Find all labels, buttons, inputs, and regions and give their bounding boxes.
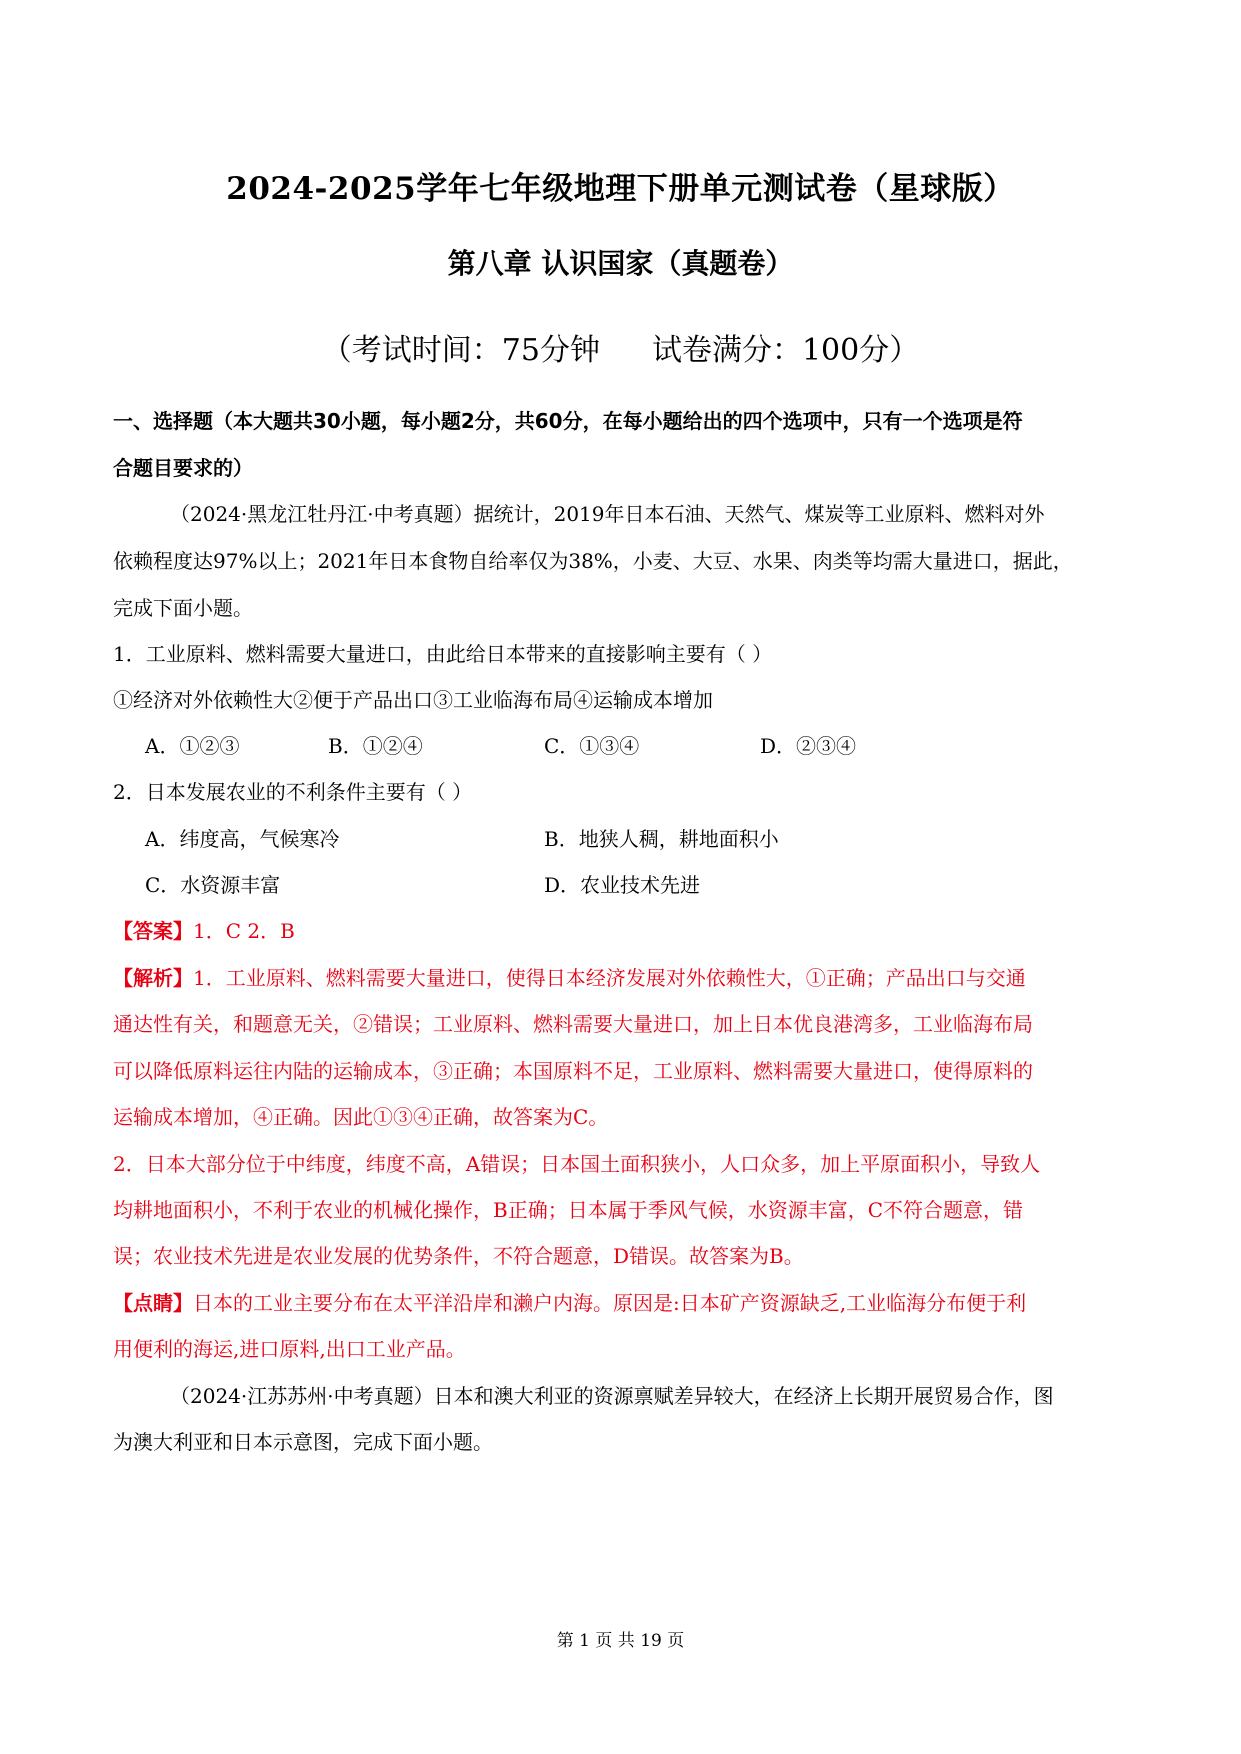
question1-option-d: D．②③④ bbox=[760, 734, 857, 758]
question2-option-b: B．地狭人稠，耕地面积小 bbox=[544, 827, 779, 851]
question2-option-c: C．水资源丰富 bbox=[145, 873, 281, 897]
analysis-line2: 通达性有关，和题意无关，②错误；工业原料、燃料需要大量进口，加上日本优良港湾多，工业临海布局 bbox=[113, 1012, 1033, 1036]
comment-label: 【点睛】 bbox=[113, 1291, 193, 1315]
comment-line2: 用便利的海运,进口原料,出口工业产品。 bbox=[113, 1337, 466, 1361]
question1-option-c: C．①③④ bbox=[544, 734, 640, 758]
passage1-line3: 完成下面小题。 bbox=[113, 596, 253, 620]
question1-stem: 1．工业原料、燃料需要大量进口，由此给日本带来的直接影响主要有（ ） bbox=[113, 642, 773, 666]
exam-info bbox=[0, 325, 1241, 369]
analysis-line5: 2．日本大部分位于中纬度，纬度不高，A错误；日本国土面积狭小，人口众多，加上平原面积小，导致人 bbox=[113, 1152, 1041, 1176]
analysis-line4: 运输成本增加，④正确。因此①③④正确，故答案为C。 bbox=[113, 1105, 609, 1129]
question2-stem: 2．日本发展农业的不利条件主要有（ ） bbox=[113, 780, 473, 804]
full-score: 试卷满分：100分） bbox=[651, 333, 920, 368]
page-title: 2024-2025学年七年级地理下册单元测试卷（星球版） bbox=[226, 171, 1015, 207]
question1-option-a: A．①②③ bbox=[145, 734, 240, 758]
passage1-line2: 依赖程度达97%以上；2021年日本食物自给率仅为38%，小麦、大豆、水果、肉类等均需大量进口，据此， bbox=[113, 549, 1073, 573]
exam-time: （考试时间：75分钟 bbox=[321, 333, 600, 368]
answer-line bbox=[113, 915, 295, 944]
analysis-label: 【解析】 bbox=[113, 966, 193, 990]
passage2-line2: 为澳大利亚和日本示意图，完成下面小题。 bbox=[113, 1430, 493, 1454]
answer-label: 【答案】 bbox=[113, 919, 193, 943]
answer-text: 1．C 2．B bbox=[193, 919, 295, 943]
section-heading-line2: 合题目要求的） bbox=[113, 456, 253, 480]
passage1-line1: （2024·黑龙江牡丹江·中考真题）据统计，2019年日本石油、天然气、煤炭等工业原料、燃料对外 bbox=[170, 502, 1045, 526]
question1-statements: ①经济对外依赖性大②便于产品出口③工业临海布局④运输成本增加 bbox=[113, 688, 713, 712]
question2-option-d: D．农业技术先进 bbox=[544, 873, 701, 897]
question1-option-b: B．①②④ bbox=[328, 734, 423, 758]
page-footer: 第 1 页 共 19 页 bbox=[556, 1631, 685, 1651]
analysis-line3: 可以降低原料运往内陆的运输成本，③正确；本国原料不足，工业原料、燃料需要大量进口，使得原料的 bbox=[113, 1059, 1033, 1083]
question2-option-a: A．纬度高，气候寒冷 bbox=[145, 827, 340, 851]
analysis-line7: 误；农业技术先进是农业发展的优势条件，不符合题意，D错误。故答案为B。 bbox=[113, 1244, 804, 1268]
chapter-subtitle: 第八章 认识国家（真题卷） bbox=[447, 247, 794, 280]
comment-line1: 【点睛】日本的工业主要分布在太平洋沿岸和濑户内海。原因是:日本矿产资源缺乏,工业临海分布便于利 bbox=[113, 1291, 1027, 1315]
section-heading-line1: 一、选择题（本大题共30小题，每小题2分，共60分，在每小题给出的四个选项中，只有一个选项是符 bbox=[113, 409, 1023, 433]
passage2-line1: （2024·江苏苏州·中考真题）日本和澳大利亚的资源禀赋差异较大，在经济上长期开展贸易合作，图 bbox=[170, 1384, 1054, 1408]
analysis-line6: 均耕地面积小，不利于农业的机械化操作，B正确；日本属于季风气候，水资源丰富，C不符合题意，错 bbox=[113, 1198, 1023, 1222]
analysis-line1: 【解析】1．工业原料、燃料需要大量进口，使得日本经济发展对外依赖性大，①正确；产品出口与交通 bbox=[113, 966, 1026, 990]
